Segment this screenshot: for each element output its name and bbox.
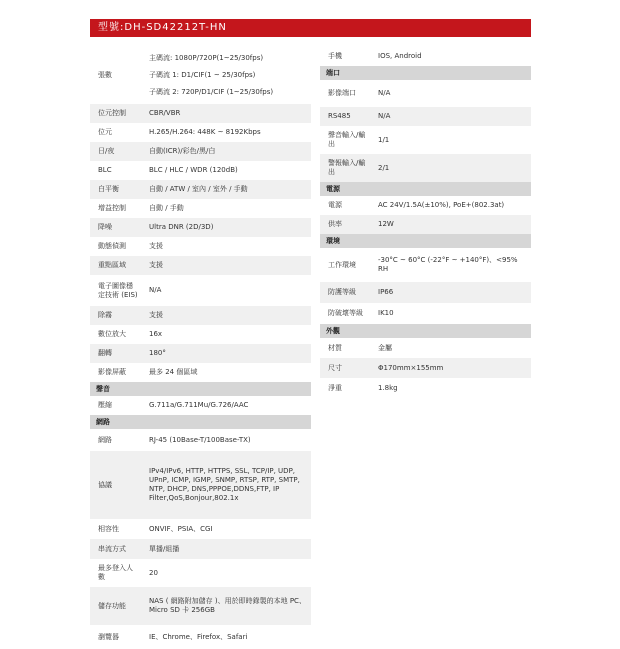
spec-row xyxy=(320,126,531,154)
spec-row xyxy=(90,325,311,344)
spec-value xyxy=(145,539,311,559)
spec-label: 張數 xyxy=(98,70,112,79)
spec-label: BLC xyxy=(98,166,112,174)
spec-value xyxy=(145,519,311,539)
spec-label: 協議 xyxy=(98,480,112,489)
spec-label: 增益控制 xyxy=(98,204,126,212)
spec-label: 工作環境 xyxy=(328,260,356,269)
spec-value xyxy=(374,282,531,303)
spec-row xyxy=(90,587,311,625)
spec-value xyxy=(145,625,311,649)
spec-value xyxy=(374,126,531,154)
spec-value xyxy=(145,161,311,180)
spec-value xyxy=(145,344,311,363)
section-heading: 聲音 xyxy=(90,382,311,396)
spec-value-line: 自動(ICR)/彩色/黑/白 xyxy=(149,147,216,155)
spec-value-line: IK10 xyxy=(378,309,394,317)
spec-value xyxy=(145,306,311,325)
spec-value-line: 最多 24 個區域 xyxy=(149,368,198,376)
spec-value-line: 支援 xyxy=(149,242,163,250)
spec-row xyxy=(320,215,531,234)
spec-value-line: N/A xyxy=(378,112,391,120)
spec-row xyxy=(90,142,311,161)
spec-value-line: IE、Chrome、Firefox、Safari xyxy=(149,632,248,641)
spec-value-line: 20 xyxy=(149,568,158,577)
spec-row xyxy=(320,46,531,66)
model-title: 型號:DH-SD42212T-HN xyxy=(90,19,531,37)
spec-row xyxy=(90,344,311,363)
spec-label: 位元 xyxy=(98,128,112,136)
spec-label: 重點區域 xyxy=(98,261,126,269)
spec-row xyxy=(320,154,531,182)
spec-value xyxy=(145,104,311,123)
spec-label: 淨重 xyxy=(328,383,342,392)
spec-row xyxy=(90,363,311,382)
spec-value xyxy=(145,142,311,161)
spec-row xyxy=(90,625,311,649)
spec-row xyxy=(90,161,311,180)
spec-label: 警報輸入/輸出 xyxy=(328,159,366,176)
spec-label: 尺寸 xyxy=(328,363,342,372)
spec-label: 最多登入人數 xyxy=(98,564,133,581)
spec-label: 除霧 xyxy=(98,311,112,319)
spec-row xyxy=(90,46,311,104)
section-heading: 端口 xyxy=(320,66,531,80)
spec-label: 降噪 xyxy=(98,223,112,231)
spec-value xyxy=(374,215,531,234)
spec-value xyxy=(145,559,311,587)
spec-label: 儲存功能 xyxy=(98,601,126,610)
spec-row xyxy=(320,358,531,378)
spec-label: 手機 xyxy=(328,51,342,60)
spec-value xyxy=(374,154,531,182)
spec-value-line: NAS ( 網路附加儲存 )、用於即時錄製的本地 PC、Micro SD 卡 256GB xyxy=(149,597,306,614)
spec-row xyxy=(90,306,311,325)
spec-row xyxy=(90,256,311,275)
spec-label: 位元控制 xyxy=(98,109,126,117)
spec-value xyxy=(145,275,311,306)
spec-label: 相容性 xyxy=(98,524,119,533)
spec-value xyxy=(374,107,531,126)
spec-row xyxy=(90,396,311,415)
spec-value xyxy=(374,80,531,107)
spec-label: 翻轉 xyxy=(98,349,112,357)
spec-value-line: N/A xyxy=(149,286,162,294)
spec-value xyxy=(145,199,311,218)
spec-label: 白平衡 xyxy=(98,185,119,193)
spec-value xyxy=(145,396,311,415)
spec-value-line: 12W xyxy=(378,220,394,228)
spec-value-line: 子碼流 1: D1/CIF(1 ~ 25/30fps) xyxy=(149,70,256,79)
spec-label: 數位放大 xyxy=(98,330,126,338)
spec-label: 壓縮 xyxy=(98,401,112,409)
spec-value-line: RJ-45 (10Base-T/100Base-TX) xyxy=(149,435,251,444)
spec-value-line: N/A xyxy=(378,89,391,97)
spec-row xyxy=(90,218,311,237)
spec-label: RS485 xyxy=(328,112,351,120)
spec-row xyxy=(90,237,311,256)
section-heading: 網路 xyxy=(90,415,311,429)
spec-label: 防破壞等級 xyxy=(328,309,363,317)
spec-value-line: 金屬 xyxy=(378,343,392,352)
spec-value xyxy=(374,303,531,324)
spec-row xyxy=(90,429,311,451)
spec-value xyxy=(145,180,311,199)
spec-value-line: 單播/組播 xyxy=(149,544,180,553)
section-heading: 外觀 xyxy=(320,324,531,338)
spec-value-line: 主碼流: 1080P/720P(1~25/30fps) xyxy=(149,53,264,62)
spec-value xyxy=(145,46,311,104)
spec-label: 電源 xyxy=(328,201,342,209)
spec-value xyxy=(145,451,311,519)
spec-value xyxy=(145,363,311,382)
spec-row xyxy=(320,378,531,398)
spec-label: 供率 xyxy=(328,220,342,228)
spec-value-line: 支援 xyxy=(149,311,163,319)
spec-value-line: G.711a/G.711Mu/G.726/AAC xyxy=(149,401,249,409)
spec-value xyxy=(374,358,531,378)
spec-label: 日/夜 xyxy=(98,147,115,155)
spec-value-line: 16x xyxy=(149,330,163,338)
section-heading: 環境 xyxy=(320,234,531,248)
spec-row xyxy=(90,199,311,218)
spec-label: 動態偵測 xyxy=(98,242,126,250)
spec-value xyxy=(145,256,311,275)
spec-row xyxy=(320,303,531,324)
section-heading: 電源 xyxy=(320,182,531,196)
spec-value xyxy=(145,218,311,237)
spec-value-line: AC 24V/1.5A(±10%), PoE+(802.3at) xyxy=(378,201,505,209)
spec-row xyxy=(90,519,311,539)
spec-value xyxy=(145,237,311,256)
spec-value-line: Ultra DNR (2D/3D) xyxy=(149,223,214,231)
spec-row xyxy=(320,80,531,107)
spec-label: 電子圖像穩定技術 (EIS) xyxy=(98,281,138,299)
spec-row xyxy=(90,104,311,123)
spec-value xyxy=(374,46,531,66)
spec-label: 瀏覽器 xyxy=(98,632,119,641)
spec-row xyxy=(90,180,311,199)
spec-value xyxy=(145,429,311,451)
spec-value-line: 2/1 xyxy=(378,163,390,172)
spec-value xyxy=(374,248,531,282)
spec-label: 防護等級 xyxy=(328,288,356,296)
spec-row xyxy=(90,123,311,142)
spec-row xyxy=(320,338,531,358)
spec-value-line: H.265/H.264: 448K ~ 8192Kbps xyxy=(149,128,261,136)
spec-label: 影像端口 xyxy=(328,89,356,97)
spec-value-line: 1/1 xyxy=(378,135,390,144)
spec-value-line: CBR/VBR xyxy=(149,109,181,117)
spec-row xyxy=(90,559,311,587)
spec-value-line: 1.8kg xyxy=(378,383,398,392)
spec-value-line: 支援 xyxy=(149,261,163,269)
spec-label: 影像屏蔽 xyxy=(98,368,126,376)
spec-row xyxy=(320,196,531,215)
spec-label: 網路 xyxy=(98,435,112,444)
spec-value-line: 180° xyxy=(149,349,166,357)
right-spec-column xyxy=(320,46,531,398)
spec-row xyxy=(90,451,311,519)
spec-value xyxy=(145,587,311,625)
spec-value xyxy=(374,196,531,215)
spec-value-line: 自動 / 手動 xyxy=(149,204,184,212)
spec-row xyxy=(90,539,311,559)
spec-value-line: ONVIF、PSIA、CGI xyxy=(149,524,213,533)
spec-label: 材質 xyxy=(328,343,342,352)
spec-value-line: IOS, Android xyxy=(378,51,422,60)
spec-value-line: BLC / HLC / WDR (120dB) xyxy=(149,166,238,174)
spec-value-line: 子碼流 2: 720P/D1/CIF (1~25/30fps) xyxy=(149,87,274,96)
spec-row xyxy=(320,248,531,282)
spec-row xyxy=(320,282,531,303)
spec-value xyxy=(374,338,531,358)
spec-value-line: IPv4/IPv6, HTTP, HTTPS, SSL, TCP/IP, UDP, UPnP, ICMP, IGMP, SNMP, RTSP, RTP, SMTP, NTP, DHCP, DNS,PPPOE,DDNS,FTP, IP Filter,QoS,Bonjour,802.1x xyxy=(149,467,300,502)
spec-value-line: IP66 xyxy=(378,288,394,296)
spec-row xyxy=(320,107,531,126)
spec-value xyxy=(374,378,531,398)
spec-value-line: -30°C ~ 60°C (-22°F ~ +140°F)、<95% RH xyxy=(378,256,518,273)
left-spec-column xyxy=(90,46,311,649)
spec-value-line: Φ170mm×155mm xyxy=(378,363,444,372)
spec-value-line: 自動 / ATW / 室內 / 室外 / 手動 xyxy=(149,185,248,193)
spec-value xyxy=(145,325,311,344)
spec-label: 串流方式 xyxy=(98,544,126,553)
spec-value xyxy=(145,123,311,142)
spec-row xyxy=(90,275,311,306)
spec-label: 聲音輸入/輸出 xyxy=(328,131,366,148)
